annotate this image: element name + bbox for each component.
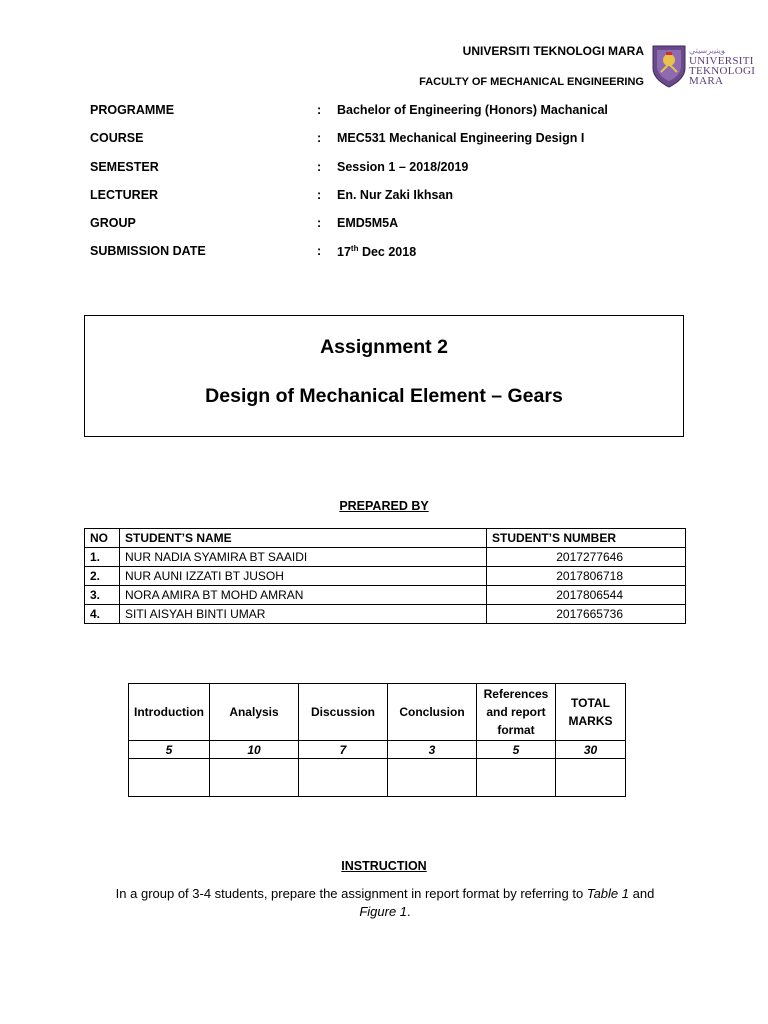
info-label: GROUP xyxy=(90,216,136,231)
table-reference: Table 1 xyxy=(586,886,629,901)
info-label: PROGRAMME xyxy=(90,103,175,117)
marks-header-analysis: Analysis xyxy=(210,684,299,741)
score-cell-introduction xyxy=(129,759,210,797)
info-value: En. Nur Zaki Ikhsan xyxy=(337,187,454,202)
column-header-no: NO xyxy=(85,529,120,548)
student-name: SITI AISYAH BINTI UMAR xyxy=(120,605,487,624)
column-header-number: STUDENT’S NUMBER xyxy=(487,529,686,548)
score-cell-references xyxy=(477,759,556,797)
instruction-text-part-1: In a group of 3-4 students, prepare the assignment in report format by referring to xyxy=(115,886,587,901)
table-row xyxy=(85,605,686,624)
marks-header-conclusion: Conclusion xyxy=(388,684,477,741)
info-value xyxy=(337,244,416,259)
student-number: 2017277646 xyxy=(487,548,686,567)
logo-line-3: MARA xyxy=(689,75,724,87)
date-rest: Dec 2018 xyxy=(358,245,417,260)
info-colon: : xyxy=(317,187,322,202)
info-value: EMD5M5A xyxy=(337,216,399,231)
student-number: 2017806544 xyxy=(487,586,686,605)
score-cell-conclusion xyxy=(388,759,477,797)
students-table xyxy=(84,528,686,624)
assignment-number: Assignment 2 xyxy=(320,336,448,358)
instruction-text-part-3: . xyxy=(407,904,411,919)
info-value: MEC531 Mechanical Engineering Design I xyxy=(337,131,585,146)
marks-header-discussion: Discussion xyxy=(299,684,388,741)
faculty-name: FACULTY OF MECHANICAL ENGINEERING xyxy=(419,76,644,88)
table-row xyxy=(85,548,686,567)
marks-table xyxy=(128,683,626,797)
university-name: UNIVERSITI TEKNOLOGI MARA xyxy=(462,44,644,58)
table-row xyxy=(85,586,686,605)
weight-total: 30 xyxy=(556,741,626,759)
info-colon: : xyxy=(317,159,322,174)
info-label: SUBMISSION DATE xyxy=(90,244,206,259)
student-no: 4. xyxy=(85,605,120,624)
marks-weights-row xyxy=(129,741,626,759)
weight-introduction: 5 xyxy=(129,741,210,759)
instruction-text xyxy=(90,885,680,921)
student-number: 2017665736 xyxy=(487,605,686,624)
weight-analysis: 10 xyxy=(210,741,299,759)
weight-discussion: 7 xyxy=(299,741,388,759)
student-no: 3. xyxy=(85,586,120,605)
info-value: Session 1 – 2018/2019 xyxy=(337,159,469,174)
figure-reference: Figure 1 xyxy=(359,904,408,919)
student-name: NUR NADIA SYAMIRA BT SAAIDI xyxy=(120,548,487,567)
score-cell-discussion xyxy=(299,759,388,797)
marks-score-row xyxy=(129,759,626,797)
logo-line-2: TEKNOLOGI xyxy=(689,65,756,77)
marks-header-total: TOTAL MARKS xyxy=(556,684,626,741)
info-row-course xyxy=(90,129,690,157)
info-colon: : xyxy=(317,103,322,117)
date-day: 17 xyxy=(337,245,351,260)
table-row xyxy=(85,567,686,586)
info-colon: : xyxy=(317,131,322,146)
info-row-group xyxy=(90,214,690,242)
student-name: NORA AMIRA BT MOHD AMRAN xyxy=(120,586,487,605)
column-header-name: STUDENT’S NAME xyxy=(120,529,487,548)
info-row-lecturer xyxy=(90,186,690,214)
info-value: Bachelor of Engineering (Honors) Machanical xyxy=(337,103,608,117)
student-no: 2. xyxy=(85,567,120,586)
student-name: NUR AUNI IZZATI BT JUSOH xyxy=(120,567,487,586)
info-label: LECTURER xyxy=(90,187,159,202)
info-row-semester xyxy=(90,158,690,186)
instruction-text-part-2: and xyxy=(629,886,655,901)
info-label: COURSE xyxy=(90,131,144,146)
info-colon: : xyxy=(317,244,322,259)
logo-jawi-script: ﻮﯾﻨﯿﯾﺮﺳﯿﺘﻲ xyxy=(689,46,726,55)
marks-header-row xyxy=(129,684,626,741)
marks-header-references: References and report format xyxy=(477,684,556,741)
score-cell-analysis xyxy=(210,759,299,797)
instruction-heading: INSTRUCTION xyxy=(341,859,427,873)
info-colon: : xyxy=(317,216,322,231)
uitm-logo xyxy=(651,44,756,92)
logo-line-1: UNIVERSITI xyxy=(689,55,754,67)
marks-header-introduction: Introduction xyxy=(129,684,210,741)
score-cell-total xyxy=(556,759,626,797)
course-info-block xyxy=(90,101,690,271)
info-row-submission-date xyxy=(90,242,690,270)
crest-icon xyxy=(651,44,687,88)
table-header-row xyxy=(85,529,686,548)
assignment-title-box xyxy=(84,315,684,437)
weight-references: 5 xyxy=(477,741,556,759)
student-no: 1. xyxy=(85,548,120,567)
weight-conclusion: 3 xyxy=(388,741,477,759)
logo-wordmark xyxy=(689,46,755,86)
prepared-by-heading: PREPARED BY xyxy=(339,499,429,513)
student-number: 2017806718 xyxy=(487,567,686,586)
info-row-programme xyxy=(90,101,690,129)
date-ordinal: th xyxy=(350,244,359,254)
assignment-title: Design of Mechanical Element – Gears xyxy=(205,385,563,407)
info-label: SEMESTER xyxy=(90,159,159,174)
